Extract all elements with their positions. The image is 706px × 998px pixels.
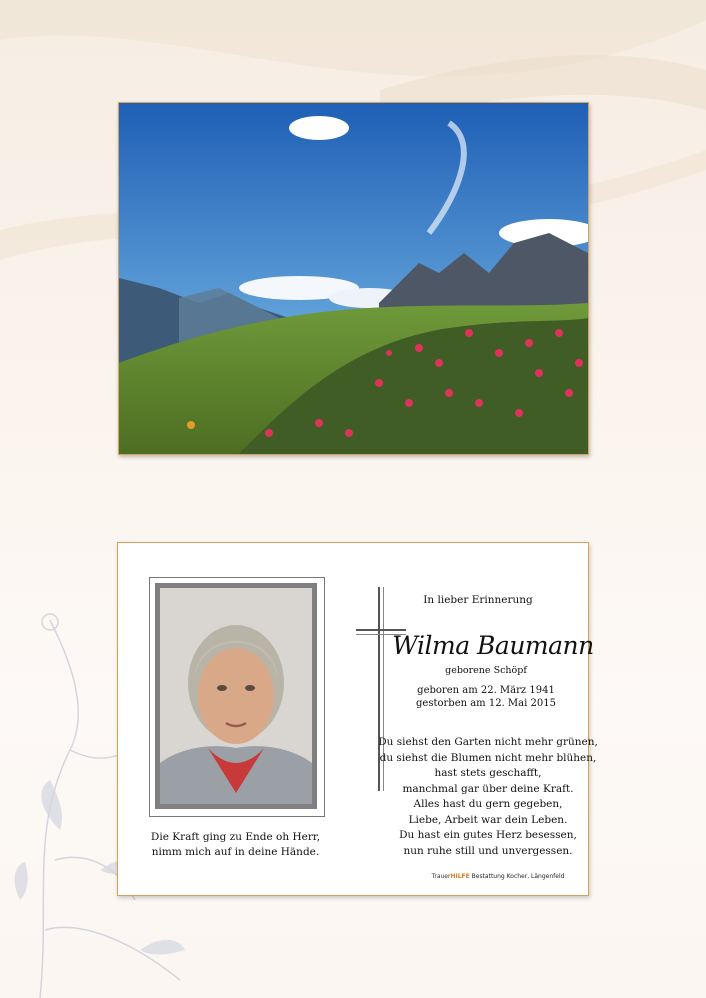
credit-text: Bestattung Kocher, Längenfeld — [469, 873, 565, 880]
credit-brand-part1: Trauer — [431, 873, 451, 880]
left-quote-line: Die Kraft ging zu Ende oh Herr, — [150, 831, 321, 843]
poem-line: Du hast ein gutes Herz besessen, — [399, 829, 577, 841]
poem-line: hast stets geschafft, — [434, 767, 542, 779]
portrait-frame — [149, 577, 325, 817]
birth-date: geboren am 22. März 1941 — [417, 685, 555, 696]
left-quote-line: nimm mich auf in deine Hände. — [151, 846, 320, 858]
poem-line: du siehst die Blumen nicht mehr blühen, — [379, 751, 597, 764]
mountain-landscape-photo — [118, 102, 589, 455]
credit-brand-part2: HILFE — [450, 873, 470, 880]
deceased-name: Wilma Baumann — [392, 631, 594, 660]
intro-text: In lieber Erinnerung — [423, 594, 533, 606]
poem — [378, 735, 598, 859]
poem-line: manchmal gar über deine Kraft. — [402, 782, 574, 795]
death-date: gestorben am 12. Mai 2015 — [416, 698, 556, 709]
life-dates — [376, 684, 596, 710]
poem-line: Alles hast du gern gegeben, — [413, 798, 563, 810]
maiden-name: geborene Schöpf — [445, 665, 527, 676]
portrait-photo — [155, 583, 317, 809]
funeral-home-credit — [418, 873, 578, 880]
poem-line: Liebe, Arbeit war dein Leben. — [408, 813, 568, 826]
poem-line: nun ruhe still und unvergessen. — [403, 844, 573, 857]
poem-line: Du siehst den Garten nicht mehr grünen, — [378, 736, 598, 748]
left-quote — [138, 830, 333, 860]
memorial-card — [117, 542, 598, 896]
